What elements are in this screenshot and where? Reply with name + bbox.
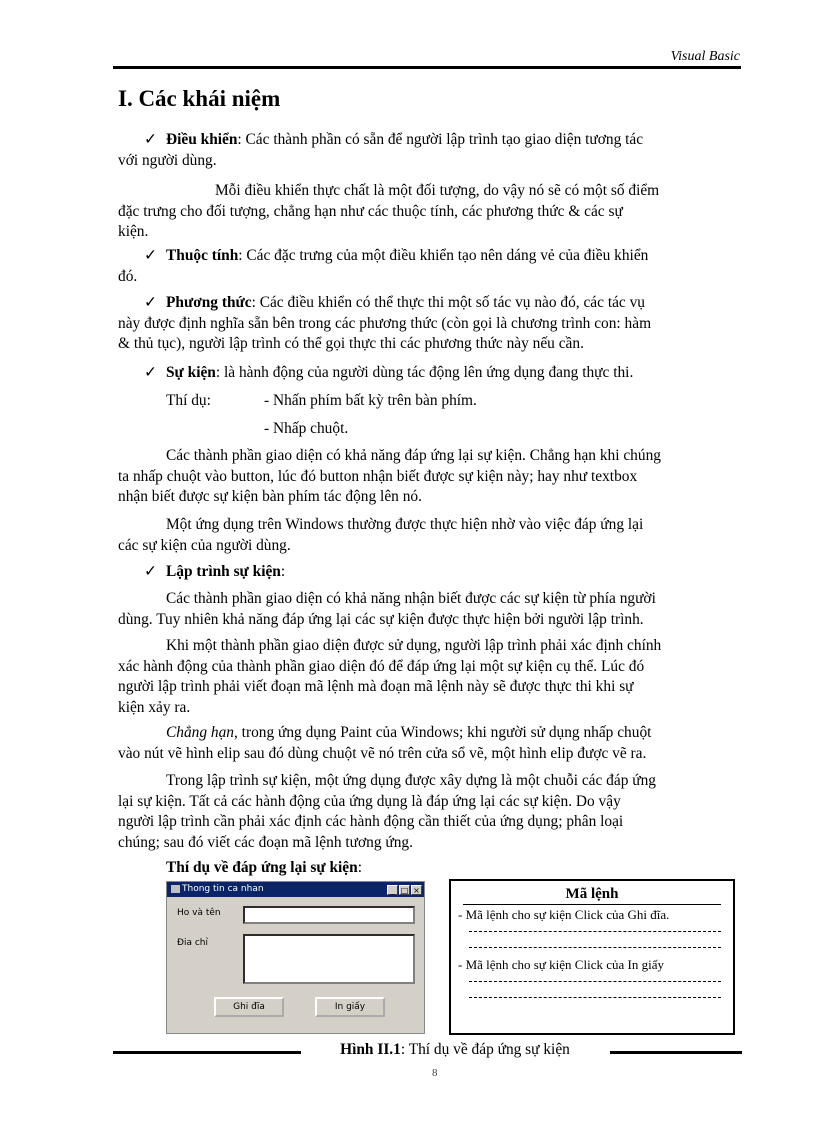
paragraph-event-programming: Trong lập trình sự kiện, một ứng dụng được xây dựng là một chuỗi các đáp ứng lại sự kiện. Tất cả các hành động của ứng dụng là đáp ứng lại các sự kiện. Do vậy người lập trình cần phải xác định các hành động cần thiết của ứng dụng; phân loại chúng; sau đó viết các đoạn mã lệnh tương ứng. (118, 772, 656, 851)
checkmark-icon: ✓ (144, 131, 157, 148)
form-titlebar (167, 882, 424, 897)
print-button[interactable]: In giấy (315, 997, 385, 1017)
header-rule (113, 66, 741, 69)
form-window (166, 881, 425, 1034)
close-button[interactable]: × (411, 885, 422, 895)
code-placeholder-line (469, 931, 721, 932)
checkmark-icon: ✓ (144, 364, 157, 381)
page-number: 8 (432, 1067, 438, 1079)
code-placeholder-line (469, 981, 721, 982)
paragraph-lap-trinh-su-kien: ✓ Lập trình sự kiện: (118, 562, 741, 583)
example-list: Thí dụ: - Nhấn phím bất kỳ trên bàn phím. (166, 392, 477, 409)
paragraph-phuong-thuc: ✓ Phương thức: Các điều khiển có thể thực thi một số tác vụ nào đó, các tác vụ này được định nghĩa sẵn bên trong các phương thức (còn gọi là chương trình con: hàm & thủ tục), người lập trình có thể gọi thực thi các phương thức này nếu cần. (118, 294, 652, 352)
code-line-print: - Mã lệnh cho sự kiện Click của In giấy (458, 957, 664, 972)
paragraph-programmer-code: Khi một thành phần giao diện được sử dụng, người lập trình phải xác định chính xác hành động của thành phần giao diện đó để đáp ứng lại một sự kiện cụ thể. Lúc đó người lập trình phải viết đoạn mã lệnh mà đoạn mã lệnh này sẽ được thực thi khi sự kiện xảy ra. (118, 637, 662, 716)
paragraph-dieu-khien: ✓ Điều khiển: Các thành phần có sẵn để người lập trình tạo giao diện tương tác với người dùng. (118, 131, 644, 169)
form-title: Thong tin ca nhan (182, 884, 264, 894)
checkmark-icon: ✓ (144, 247, 157, 264)
code-box (449, 879, 735, 1035)
checkmark-icon: ✓ (144, 563, 157, 580)
caption-rule-right (610, 1051, 742, 1054)
code-placeholder-line (469, 947, 721, 948)
figure-caption: Hình II.1: Thí dụ về đáp ứng sự kiện (340, 1041, 570, 1058)
minimize-button[interactable]: _ (387, 885, 398, 895)
maximize-button[interactable]: □ (400, 886, 409, 895)
running-header: Visual Basic (670, 49, 740, 64)
name-label: Ho và tên (177, 908, 221, 918)
example-item: - Nhấp chuột. (264, 420, 349, 437)
paragraph-events-response: Các thành phần giao diện có khả năng đáp ứng lại sự kiện. Chẳng hạn khi chúng ta nhấp chuột vào button, lúc đó button nhận biết được sự kiện này; hay như textbox nhận biết được sự kiện bàn phím tác động lên nó. (118, 447, 661, 505)
paragraph-dieu-khien-detail: Mỗi điều khiển thực chất là một đối tượng, do vậy nó sẽ có một số điểm đặc trưng cho đối tượng, chẳng hạn như các thuộc tính, các phương thức & các sự kiện. (118, 182, 660, 240)
code-box-title: Mã lệnh (463, 886, 721, 905)
paragraph-windows-app: Một ứng dụng trên Windows thường được thực hiện nhờ vào việc đáp ứng lại các sự kiện của người dùng. (118, 516, 644, 554)
section-heading: I. Các khái niệm (118, 86, 281, 111)
paragraph-interface-events: Các thành phần giao diện có khả năng nhận biết được các sự kiện từ phía người dùng. Tuy nhiên khả năng đáp ứng lại các sự kiện được thực hiện bởi người lập trình. (118, 590, 656, 628)
address-label: Đia chỉ (177, 938, 209, 948)
window-controls (386, 884, 422, 899)
address-input[interactable] (243, 934, 415, 984)
save-disk-button[interactable]: Ghi đĩa (214, 997, 284, 1017)
checkmark-icon: ✓ (144, 294, 157, 311)
app-icon (171, 885, 180, 893)
code-line-save: - Mã lệnh cho sự kiện Click của Ghi đĩa. (458, 907, 670, 922)
code-placeholder-line (469, 997, 721, 998)
paragraph-thuoc-tinh: ✓ Thuộc tính: Các đặc trưng của một điều khiển tạo nên dáng vẻ của điều khiển đó. (118, 247, 649, 285)
name-input[interactable] (243, 906, 415, 924)
paragraph-paint-example: Chẳng hạn, trong ứng dụng Paint của Windows; khi người sử dụng nhấp chuột vào nút vẽ hình elip sau đó dùng chuột vẽ nó trên cửa sổ vẽ, một hình elip được vẽ ra. (118, 724, 652, 762)
paragraph-su-kien: ✓ Sự kiện: là hành động của người dùng tác động lên ứng dụng đang thực thi. (118, 363, 741, 384)
caption-rule-left (113, 1051, 301, 1054)
example-heading: Thí dụ về đáp ứng lại sự kiện: (166, 859, 362, 876)
